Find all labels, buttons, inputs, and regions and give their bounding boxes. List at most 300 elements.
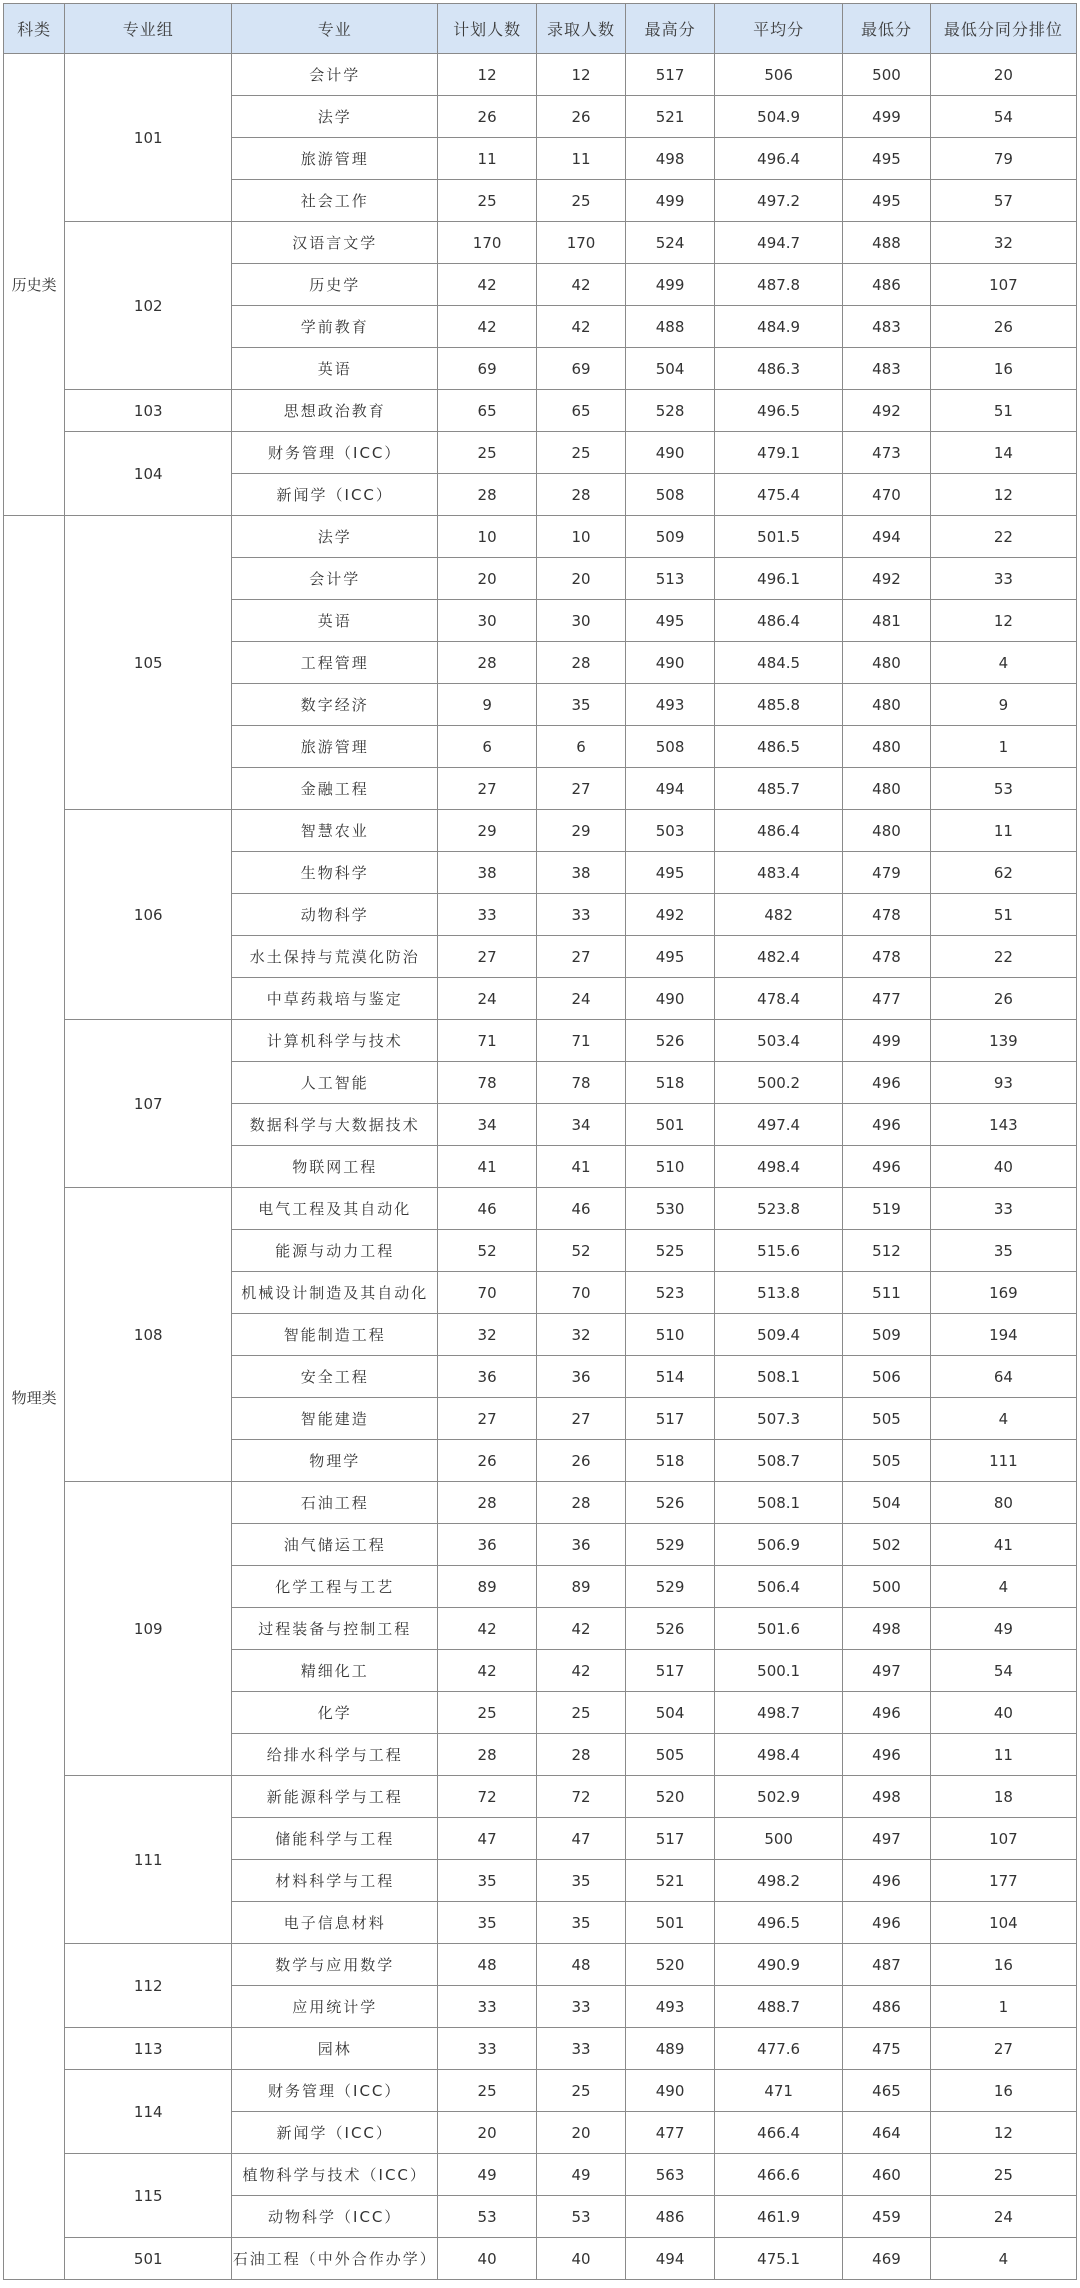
header-average-score: 平均分 [715, 4, 843, 54]
lowest-rank-cell: 93 [930, 1062, 1076, 1104]
planned-count-cell: 70 [438, 1272, 537, 1314]
average-score-cell: 506.9 [715, 1524, 843, 1566]
table-row [4, 1482, 1077, 1524]
average-score-cell: 509.4 [715, 1314, 843, 1356]
admitted-count-cell: 46 [537, 1188, 626, 1230]
highest-score-cell: 510 [626, 1146, 715, 1188]
highest-score-cell: 526 [626, 1020, 715, 1062]
planned-count-cell: 78 [438, 1062, 537, 1104]
average-score-cell: 483.4 [715, 852, 843, 894]
lowest-score-cell: 495 [843, 138, 931, 180]
lowest-rank-cell: 26 [930, 978, 1076, 1020]
admitted-count-cell: 27 [537, 936, 626, 978]
planned-count-cell: 47 [438, 1818, 537, 1860]
lowest-score-cell: 480 [843, 684, 931, 726]
header-lowest-score: 最低分 [843, 4, 931, 54]
major-name-cell: 思想政治教育 [232, 390, 438, 432]
lowest-score-cell: 486 [843, 1986, 931, 2028]
lowest-rank-cell: 11 [930, 810, 1076, 852]
lowest-rank-cell: 12 [930, 474, 1076, 516]
planned-count-cell: 9 [438, 684, 537, 726]
lowest-rank-cell: 4 [930, 2238, 1076, 2280]
average-score-cell: 498.4 [715, 1734, 843, 1776]
category-cell: 物理类 [4, 516, 65, 2280]
lowest-rank-cell: 111 [930, 1440, 1076, 1482]
average-score-cell: 482.4 [715, 936, 843, 978]
planned-count-cell: 28 [438, 1482, 537, 1524]
lowest-rank-cell: 80 [930, 1482, 1076, 1524]
highest-score-cell: 495 [626, 936, 715, 978]
average-score-cell: 487.8 [715, 264, 843, 306]
major-name-cell: 油气储运工程 [232, 1524, 438, 1566]
highest-score-cell: 477 [626, 2112, 715, 2154]
lowest-rank-cell: 32 [930, 222, 1076, 264]
lowest-score-cell: 477 [843, 978, 931, 1020]
lowest-score-cell: 497 [843, 1818, 931, 1860]
admitted-count-cell: 42 [537, 1608, 626, 1650]
lowest-score-cell: 481 [843, 600, 931, 642]
lowest-rank-cell: 41 [930, 1524, 1076, 1566]
lowest-rank-cell: 53 [930, 768, 1076, 810]
lowest-score-cell: 483 [843, 348, 931, 390]
lowest-rank-cell: 22 [930, 936, 1076, 978]
average-score-cell: 496.5 [715, 390, 843, 432]
admitted-count-cell: 49 [537, 2154, 626, 2196]
average-score-cell: 500.2 [715, 1062, 843, 1104]
average-score-cell: 496.1 [715, 558, 843, 600]
table-row [4, 1020, 1077, 1062]
admitted-count-cell: 53 [537, 2196, 626, 2238]
highest-score-cell: 508 [626, 474, 715, 516]
lowest-rank-cell: 79 [930, 138, 1076, 180]
admitted-count-cell: 36 [537, 1524, 626, 1566]
major-name-cell: 水土保持与荒漠化防治 [232, 936, 438, 978]
planned-count-cell: 69 [438, 348, 537, 390]
planned-count-cell: 38 [438, 852, 537, 894]
average-score-cell: 508.1 [715, 1482, 843, 1524]
admitted-count-cell: 42 [537, 306, 626, 348]
major-name-cell: 中草药栽培与鉴定 [232, 978, 438, 1020]
header-highest-score: 最高分 [626, 4, 715, 54]
header-major-group: 专业组 [65, 4, 232, 54]
lowest-rank-cell: 40 [930, 1146, 1076, 1188]
major-name-cell: 化学工程与工艺 [232, 1566, 438, 1608]
major-name-cell: 汉语言文学 [232, 222, 438, 264]
average-score-cell: 523.8 [715, 1188, 843, 1230]
lowest-rank-cell: 194 [930, 1314, 1076, 1356]
admitted-count-cell: 11 [537, 138, 626, 180]
planned-count-cell: 24 [438, 978, 537, 1020]
lowest-rank-cell: 22 [930, 516, 1076, 558]
table-row [4, 1776, 1077, 1818]
highest-score-cell: 517 [626, 1818, 715, 1860]
average-score-cell: 501.6 [715, 1608, 843, 1650]
highest-score-cell: 499 [626, 180, 715, 222]
lowest-score-cell: 505 [843, 1440, 931, 1482]
major-name-cell: 智能制造工程 [232, 1314, 438, 1356]
planned-count-cell: 25 [438, 432, 537, 474]
lowest-rank-cell: 16 [930, 1944, 1076, 1986]
average-score-cell: 508.1 [715, 1356, 843, 1398]
highest-score-cell: 493 [626, 1986, 715, 2028]
major-name-cell: 工程管理 [232, 642, 438, 684]
major-name-cell: 石油工程 [232, 1482, 438, 1524]
lowest-rank-cell: 35 [930, 1230, 1076, 1272]
lowest-rank-cell: 104 [930, 1902, 1076, 1944]
admitted-count-cell: 26 [537, 96, 626, 138]
lowest-rank-cell: 1 [930, 726, 1076, 768]
average-score-cell: 488.7 [715, 1986, 843, 2028]
admitted-count-cell: 29 [537, 810, 626, 852]
lowest-score-cell: 504 [843, 1482, 931, 1524]
highest-score-cell: 495 [626, 852, 715, 894]
admitted-count-cell: 33 [537, 2028, 626, 2070]
highest-score-cell: 524 [626, 222, 715, 264]
lowest-rank-cell: 11 [930, 1734, 1076, 1776]
highest-score-cell: 520 [626, 1776, 715, 1818]
lowest-score-cell: 465 [843, 2070, 931, 2112]
lowest-score-cell: 502 [843, 1524, 931, 1566]
planned-count-cell: 52 [438, 1230, 537, 1272]
admitted-count-cell: 20 [537, 558, 626, 600]
highest-score-cell: 523 [626, 1272, 715, 1314]
planned-count-cell: 42 [438, 1608, 537, 1650]
highest-score-cell: 521 [626, 1860, 715, 1902]
lowest-score-cell: 473 [843, 432, 931, 474]
highest-score-cell: 493 [626, 684, 715, 726]
table-body [4, 54, 1077, 2280]
average-score-cell: 494.7 [715, 222, 843, 264]
admitted-count-cell: 25 [537, 180, 626, 222]
planned-count-cell: 29 [438, 810, 537, 852]
major-name-cell: 计算机科学与技术 [232, 1020, 438, 1062]
major-name-cell: 安全工程 [232, 1356, 438, 1398]
lowest-score-cell: 505 [843, 1398, 931, 1440]
major-name-cell: 园林 [232, 2028, 438, 2070]
planned-count-cell: 26 [438, 1440, 537, 1482]
highest-score-cell: 494 [626, 768, 715, 810]
header-planned-count: 计划人数 [438, 4, 537, 54]
average-score-cell: 486.3 [715, 348, 843, 390]
highest-score-cell: 490 [626, 432, 715, 474]
highest-score-cell: 529 [626, 1566, 715, 1608]
lowest-rank-cell: 26 [930, 306, 1076, 348]
lowest-rank-cell: 33 [930, 1188, 1076, 1230]
lowest-rank-cell: 54 [930, 1650, 1076, 1692]
admitted-count-cell: 25 [537, 1692, 626, 1734]
highest-score-cell: 530 [626, 1188, 715, 1230]
major-name-cell: 电子信息材料 [232, 1902, 438, 1944]
lowest-rank-cell: 20 [930, 54, 1076, 96]
lowest-rank-cell: 16 [930, 2070, 1076, 2112]
lowest-score-cell: 492 [843, 558, 931, 600]
table-row [4, 54, 1077, 96]
lowest-rank-cell: 169 [930, 1272, 1076, 1314]
planned-count-cell: 20 [438, 2112, 537, 2154]
major-name-cell: 财务管理（ICC） [232, 2070, 438, 2112]
highest-score-cell: 526 [626, 1608, 715, 1650]
group-cell: 104 [65, 432, 232, 516]
major-name-cell: 电气工程及其自动化 [232, 1188, 438, 1230]
lowest-rank-cell: 64 [930, 1356, 1076, 1398]
highest-score-cell: 525 [626, 1230, 715, 1272]
header-lowest-rank: 最低分同分排位 [930, 4, 1076, 54]
table-row [4, 516, 1077, 558]
table-row [4, 1188, 1077, 1230]
highest-score-cell: 505 [626, 1734, 715, 1776]
major-name-cell: 过程装备与控制工程 [232, 1608, 438, 1650]
admitted-count-cell: 27 [537, 768, 626, 810]
lowest-rank-cell: 4 [930, 1398, 1076, 1440]
planned-count-cell: 33 [438, 894, 537, 936]
group-cell: 109 [65, 1482, 232, 1776]
major-name-cell: 物联网工程 [232, 1146, 438, 1188]
major-name-cell: 精细化工 [232, 1650, 438, 1692]
admitted-count-cell: 47 [537, 1818, 626, 1860]
highest-score-cell: 510 [626, 1314, 715, 1356]
highest-score-cell: 489 [626, 2028, 715, 2070]
lowest-score-cell: 511 [843, 1272, 931, 1314]
lowest-rank-cell: 12 [930, 600, 1076, 642]
major-name-cell: 旅游管理 [232, 726, 438, 768]
lowest-rank-cell: 107 [930, 1818, 1076, 1860]
planned-count-cell: 28 [438, 474, 537, 516]
lowest-rank-cell: 4 [930, 642, 1076, 684]
average-score-cell: 482 [715, 894, 843, 936]
lowest-score-cell: 497 [843, 1650, 931, 1692]
planned-count-cell: 170 [438, 222, 537, 264]
average-score-cell: 486.5 [715, 726, 843, 768]
planned-count-cell: 27 [438, 1398, 537, 1440]
highest-score-cell: 520 [626, 1944, 715, 1986]
highest-score-cell: 492 [626, 894, 715, 936]
header-admitted-count: 录取人数 [537, 4, 626, 54]
table-row [4, 2238, 1077, 2280]
admitted-count-cell: 41 [537, 1146, 626, 1188]
planned-count-cell: 48 [438, 1944, 537, 1986]
lowest-rank-cell: 16 [930, 348, 1076, 390]
admitted-count-cell: 52 [537, 1230, 626, 1272]
major-name-cell: 智慧农业 [232, 810, 438, 852]
lowest-rank-cell: 27 [930, 2028, 1076, 2070]
lowest-score-cell: 496 [843, 1734, 931, 1776]
major-name-cell: 财务管理（ICC） [232, 432, 438, 474]
average-score-cell: 515.6 [715, 1230, 843, 1272]
admitted-count-cell: 33 [537, 1986, 626, 2028]
lowest-score-cell: 459 [843, 2196, 931, 2238]
average-score-cell: 484.5 [715, 642, 843, 684]
planned-count-cell: 25 [438, 2070, 537, 2112]
major-name-cell: 物理学 [232, 1440, 438, 1482]
average-score-cell: 513.8 [715, 1272, 843, 1314]
major-name-cell: 旅游管理 [232, 138, 438, 180]
major-name-cell: 新闻学（ICC） [232, 2112, 438, 2154]
lowest-rank-cell: 54 [930, 96, 1076, 138]
planned-count-cell: 27 [438, 768, 537, 810]
average-score-cell: 466.4 [715, 2112, 843, 2154]
admitted-count-cell: 72 [537, 1776, 626, 1818]
planned-count-cell: 49 [438, 2154, 537, 2196]
highest-score-cell: 517 [626, 1650, 715, 1692]
highest-score-cell: 498 [626, 138, 715, 180]
planned-count-cell: 11 [438, 138, 537, 180]
lowest-rank-cell: 1 [930, 1986, 1076, 2028]
major-name-cell: 新闻学（ICC） [232, 474, 438, 516]
admitted-count-cell: 26 [537, 1440, 626, 1482]
table-row [4, 2070, 1077, 2112]
planned-count-cell: 10 [438, 516, 537, 558]
highest-score-cell: 509 [626, 516, 715, 558]
admitted-count-cell: 170 [537, 222, 626, 264]
lowest-score-cell: 496 [843, 1104, 931, 1146]
lowest-score-cell: 499 [843, 96, 931, 138]
highest-score-cell: 529 [626, 1524, 715, 1566]
average-score-cell: 498.7 [715, 1692, 843, 1734]
major-name-cell: 生物科学 [232, 852, 438, 894]
average-score-cell: 498.4 [715, 1146, 843, 1188]
lowest-score-cell: 478 [843, 936, 931, 978]
lowest-score-cell: 487 [843, 1944, 931, 1986]
lowest-rank-cell: 51 [930, 894, 1076, 936]
admitted-count-cell: 20 [537, 2112, 626, 2154]
average-score-cell: 506.4 [715, 1566, 843, 1608]
average-score-cell: 500 [715, 1818, 843, 1860]
highest-score-cell: 488 [626, 306, 715, 348]
major-name-cell: 智能建造 [232, 1398, 438, 1440]
admitted-count-cell: 25 [537, 432, 626, 474]
lowest-score-cell: 498 [843, 1776, 931, 1818]
lowest-score-cell: 512 [843, 1230, 931, 1272]
admitted-count-cell: 65 [537, 390, 626, 432]
admitted-count-cell: 27 [537, 1398, 626, 1440]
major-name-cell: 数学与应用数学 [232, 1944, 438, 1986]
average-score-cell: 479.1 [715, 432, 843, 474]
lowest-rank-cell: 107 [930, 264, 1076, 306]
lowest-score-cell: 498 [843, 1608, 931, 1650]
admitted-count-cell: 38 [537, 852, 626, 894]
admitted-count-cell: 28 [537, 1734, 626, 1776]
average-score-cell: 466.6 [715, 2154, 843, 2196]
average-score-cell: 471 [715, 2070, 843, 2112]
admitted-count-cell: 89 [537, 1566, 626, 1608]
planned-count-cell: 20 [438, 558, 537, 600]
lowest-score-cell: 492 [843, 390, 931, 432]
major-name-cell: 英语 [232, 600, 438, 642]
lowest-score-cell: 460 [843, 2154, 931, 2196]
planned-count-cell: 35 [438, 1902, 537, 1944]
admitted-count-cell: 71 [537, 1020, 626, 1062]
average-score-cell: 497.2 [715, 180, 843, 222]
highest-score-cell: 528 [626, 390, 715, 432]
highest-score-cell: 518 [626, 1062, 715, 1104]
major-name-cell: 能源与动力工程 [232, 1230, 438, 1272]
average-score-cell: 498.2 [715, 1860, 843, 1902]
average-score-cell: 486.4 [715, 600, 843, 642]
lowest-score-cell: 496 [843, 1860, 931, 1902]
admitted-count-cell: 40 [537, 2238, 626, 2280]
major-name-cell: 历史学 [232, 264, 438, 306]
lowest-score-cell: 509 [843, 1314, 931, 1356]
planned-count-cell: 26 [438, 96, 537, 138]
admitted-count-cell: 42 [537, 1650, 626, 1692]
lowest-rank-cell: 33 [930, 558, 1076, 600]
average-score-cell: 504.9 [715, 96, 843, 138]
major-name-cell: 英语 [232, 348, 438, 390]
admitted-count-cell: 30 [537, 600, 626, 642]
admitted-count-cell: 33 [537, 894, 626, 936]
group-cell: 113 [65, 2028, 232, 2070]
lowest-score-cell: 480 [843, 810, 931, 852]
admitted-count-cell: 70 [537, 1272, 626, 1314]
lowest-score-cell: 494 [843, 516, 931, 558]
major-name-cell: 储能科学与工程 [232, 1818, 438, 1860]
major-name-cell: 机械设计制造及其自动化 [232, 1272, 438, 1314]
planned-count-cell: 72 [438, 1776, 537, 1818]
admission-score-table [3, 3, 1077, 2280]
group-cell: 112 [65, 1944, 232, 2028]
lowest-score-cell: 475 [843, 2028, 931, 2070]
average-score-cell: 506 [715, 54, 843, 96]
lowest-rank-cell: 18 [930, 1776, 1076, 1818]
average-score-cell: 496.5 [715, 1902, 843, 1944]
average-score-cell: 486.4 [715, 810, 843, 852]
lowest-score-cell: 496 [843, 1692, 931, 1734]
lowest-rank-cell: 12 [930, 2112, 1076, 2154]
highest-score-cell: 499 [626, 264, 715, 306]
average-score-cell: 496.4 [715, 138, 843, 180]
group-cell: 101 [65, 54, 232, 222]
table-row [4, 390, 1077, 432]
admitted-count-cell: 42 [537, 264, 626, 306]
lowest-rank-cell: 143 [930, 1104, 1076, 1146]
highest-score-cell: 517 [626, 54, 715, 96]
planned-count-cell: 42 [438, 306, 537, 348]
average-score-cell: 478.4 [715, 978, 843, 1020]
admitted-count-cell: 35 [537, 1902, 626, 1944]
highest-score-cell: 494 [626, 2238, 715, 2280]
planned-count-cell: 42 [438, 1650, 537, 1692]
average-score-cell: 503.4 [715, 1020, 843, 1062]
table-row [4, 222, 1077, 264]
major-name-cell: 金融工程 [232, 768, 438, 810]
planned-count-cell: 65 [438, 390, 537, 432]
average-score-cell: 477.6 [715, 2028, 843, 2070]
average-score-cell: 490.9 [715, 1944, 843, 1986]
average-score-cell: 475.1 [715, 2238, 843, 2280]
major-name-cell: 化学 [232, 1692, 438, 1734]
lowest-score-cell: 496 [843, 1146, 931, 1188]
group-cell: 107 [65, 1020, 232, 1188]
major-name-cell: 会计学 [232, 558, 438, 600]
major-name-cell: 数字经济 [232, 684, 438, 726]
highest-score-cell: 508 [626, 726, 715, 768]
lowest-score-cell: 478 [843, 894, 931, 936]
major-name-cell: 石油工程（中外合作办学） [232, 2238, 438, 2280]
header-row [4, 4, 1077, 54]
planned-count-cell: 25 [438, 180, 537, 222]
average-score-cell: 485.8 [715, 684, 843, 726]
planned-count-cell: 46 [438, 1188, 537, 1230]
table-row [4, 1944, 1077, 1986]
admitted-count-cell: 35 [537, 684, 626, 726]
lowest-rank-cell: 139 [930, 1020, 1076, 1062]
major-name-cell: 法学 [232, 516, 438, 558]
average-score-cell: 461.9 [715, 2196, 843, 2238]
admitted-count-cell: 78 [537, 1062, 626, 1104]
table-row [4, 2154, 1077, 2196]
highest-score-cell: 513 [626, 558, 715, 600]
admitted-count-cell: 32 [537, 1314, 626, 1356]
